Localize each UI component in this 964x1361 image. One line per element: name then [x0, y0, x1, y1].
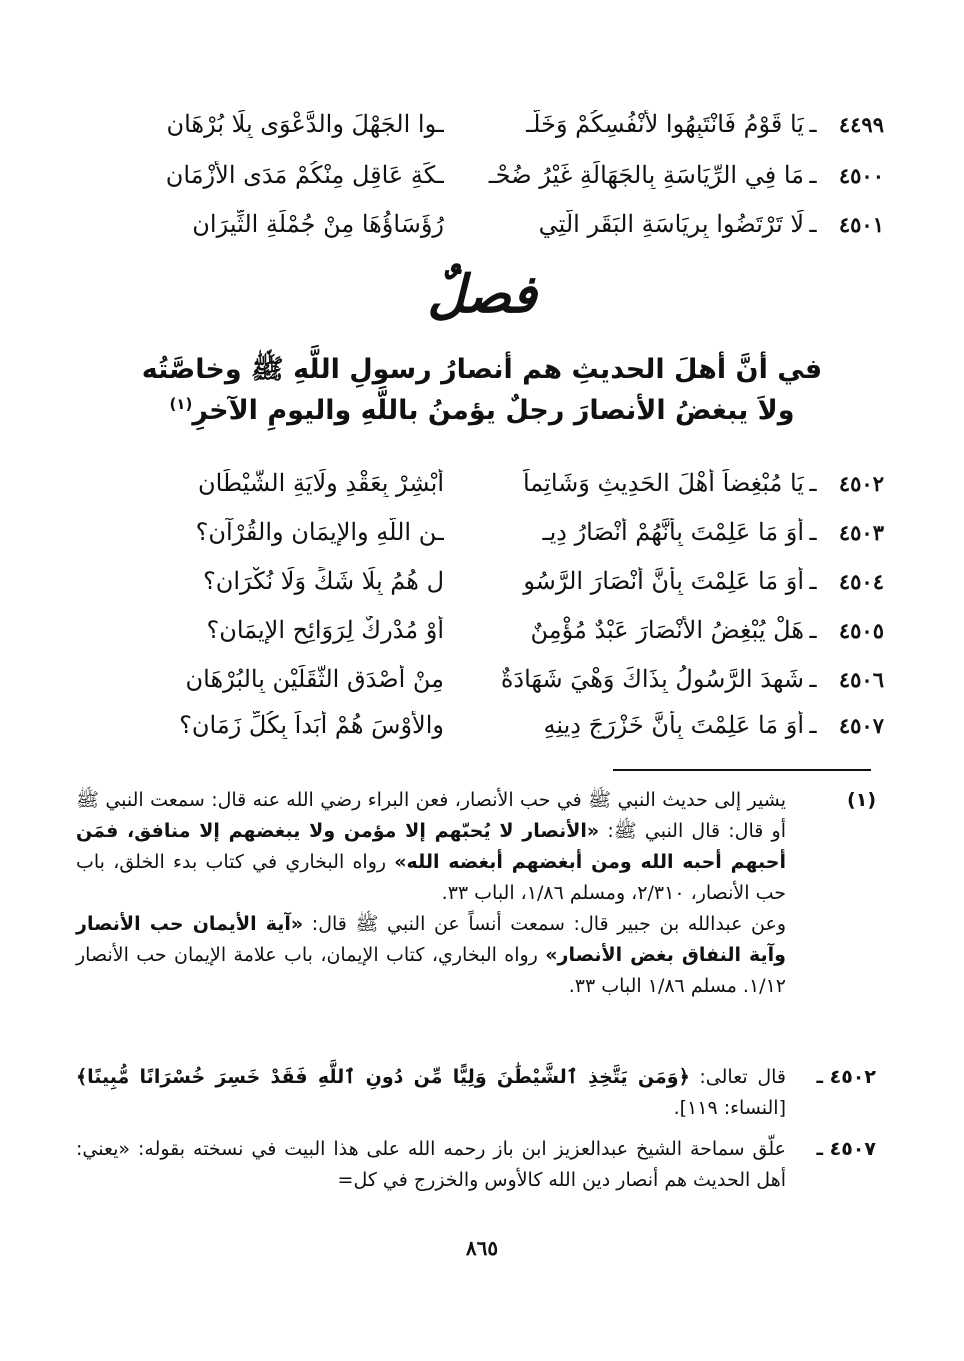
footnote-paragraph [76, 1134, 786, 1196]
verse-dash: ـ [809, 665, 817, 693]
verse-first-hemistich: مَا فِي الرِّيَاسَةِ بِالجَهَالَةِ غَيْرُ ضُحْـ [488, 161, 804, 189]
footnote-text: رواه البخاري في كتاب بدء الخلق، باب حب الأنصار، ٢/٣١٠، ومسلم ١/٨٦، الباب ٣٣. [76, 851, 786, 904]
verse-number: ٤٥٠٤ [838, 568, 884, 594]
verse-second-hemistich: ـكَةِ عَاقِلٍ مِنْكُمْ مَدَى الأَزْمَانِ [165, 161, 444, 189]
verse-dash: ـ [809, 711, 817, 739]
verse-line [78, 153, 884, 197]
footnote-text: وعن عبدالله بن جبير قال: سمعت أنساً عن النبي ﷺ قال: [303, 913, 786, 935]
footnote-text: علّق سماحة الشيخ عبدالعزيز ابن باز رحمه الله على هذا البيت في نسخته بقوله: «يعني: أهل الحديث هم أنصار دين الله كالأوس والخزرج في كل= [76, 1138, 786, 1191]
verse-first-hemistich: يَا قَوْمُ فَانْتَبِهُوا لأَنْفُسِكُمْ وَخَلُّـ [526, 110, 804, 138]
verse-second-hemistich: والأَوْسَ هُمْ أَبَداً بِكُلِّ زَمَانِ؟ [179, 711, 444, 739]
chapter-heading-line-2 [120, 395, 844, 426]
verse-second-hemistich: ـنِ اللَّهِ والإِيمَانِ والقُرْآنِ؟ [195, 518, 444, 546]
footnote-body [76, 1062, 786, 1124]
verse-dash: ـ [809, 110, 817, 138]
verse-second-hemistich: لِ هُمُ بِلَا شَكٍّ وَلَا نُكْرَانِ؟ [202, 567, 444, 595]
verse-number: ٤٤٩٩ [838, 111, 884, 137]
verse-number: ٤٥٠٢ [838, 470, 884, 496]
footnote-1 [76, 785, 876, 1002]
footnote-marker: (١) [169, 395, 193, 413]
chapter-heading-line-1: في أنَّ أهلَ الحديثِ هم أنصارُ رسولِ اللَّهِ ﷺ وخاصَّتُه [141, 354, 823, 385]
verse-dash: ـ [809, 567, 817, 595]
quran-quote: ﴿وَمَن يَتَّخِذِ ٱلشَّيْطَٰنَ وَلِيًّا مِّن دُونِ ٱللَّهِ فَقَدْ خَسِرَ خُسْرَانًا مُّبِينًا﴾ [76, 1066, 690, 1088]
footnote-body [76, 785, 786, 1002]
verse-dash: ـ [809, 210, 817, 238]
verse-first-hemistich: شَهِدَ الرَّسُولُ بِذَاكَ وَهْيَ شَهَادَةٌ [500, 665, 804, 693]
verse-number: ٤٥٠٥ [838, 617, 884, 643]
verse-dash: ـ [809, 518, 817, 546]
footnote-key: ٤٥٠٧ ـ [816, 1138, 876, 1160]
verse-line [78, 703, 884, 747]
verse-line [78, 510, 884, 554]
verse-line [78, 102, 884, 146]
verse-second-hemistich: رُؤَسَاؤُهَا مِنْ جُمْلَةِ الثِّيرَانِ [192, 210, 444, 238]
footnote-paragraph [76, 1062, 786, 1124]
verse-dash: ـ [809, 469, 817, 497]
footnote-separator [613, 769, 871, 771]
verse-first-hemistich: يَا مُبْغِضاً أَهْلَ الحَدِيثِ وَشَاتِماً [522, 469, 804, 497]
verse-second-hemistich: أَبْشِرْ بِعَقْدِ وِلَايَةِ الشَّيْطَانِ [198, 469, 444, 497]
footnote-paragraph [76, 785, 786, 909]
page-number: ٨٦٥ [465, 1236, 499, 1260]
footnote-text: رواه البخاري، كتاب الإيمان، باب علامة الإيمان حب الأنصار ١/١٢. مسلم ١/٨٦ الباب ٣٣. [76, 944, 786, 997]
verse-first-hemistich: أَوَ مَا عَلِمْتَ بِأَنَّ خَزْرَجَ دِينِهِ [543, 711, 804, 739]
footnote-key: (١) [847, 789, 876, 811]
verse-second-hemistich: مِنْ أَصْدَقِ الثَّقَلَيْنِ بِالبُرْهَانِ [185, 665, 444, 693]
verse-number: ٤٥٠٧ [838, 712, 884, 738]
verse-number: ٤٥٠١ [838, 211, 884, 237]
footnote-text: يشير إلى حديث النبي ﷺ في حب الأنصار، فعن البراء رضي الله عنه قال: سمعت النبي ﷺ أو قال: قال النبي ﷺ: [76, 789, 786, 842]
verse-dash: ـ [809, 616, 817, 644]
footnote-4502 [76, 1062, 876, 1124]
hadith-quote: «الأنصار لا يُحبّهم إلا مؤمن ولا يبغضهم إلا منافق، فمَن أحبهم أحبه الله ومن أبغضهم أبغضه الله» [76, 820, 786, 873]
footnote-paragraph [76, 909, 786, 1002]
verse-first-hemistich: هَلْ يُبْغِضُ الأَنْصَارَ عَبْدٌ مُؤْمِنٌ [530, 616, 804, 644]
verse-second-hemistich: أَوْ مُدْرِكٌ لِرَوَائِحِ الإِيمَانِ؟ [206, 616, 444, 644]
verse-line [78, 559, 884, 603]
verse-dash: ـ [809, 161, 817, 189]
verse-line [78, 461, 884, 505]
verse-number: ٤٥٠٦ [838, 666, 884, 692]
verse-number: ٤٥٠٣ [838, 519, 884, 545]
chapter-heading-text: ولاَ يبغضُ الأنصارَ رجلٌ يؤمنُ باللَّهِ واليومِ الآخرِ [192, 395, 795, 426]
footnote-key: ٤٥٠٢ ـ [816, 1066, 876, 1088]
hadith-quote: «آية الأيمان حب الأنصار وآية النفاق بغض الأنصار» [76, 913, 786, 966]
footnote-text: قال تعالى: [689, 1066, 786, 1088]
verse-line [78, 202, 884, 246]
verse-number: ٤٥٠٠ [838, 162, 884, 188]
footnote-4507 [76, 1134, 876, 1196]
verse-first-hemistich: لَا تَرْتَضُوا بِرِيَاسَةِ البَقَرِ الَّتِي [538, 210, 804, 238]
verse-line [78, 608, 884, 652]
footnote-text: [النساء: ١١٩]. [673, 1097, 786, 1119]
verse-first-hemistich: أَوَ مَا عَلِمْتَ بِأَنَّهُمْ أَنْصَارُ دِيـ [542, 518, 804, 546]
verse-line [78, 657, 884, 701]
section-title: فصلٌ [427, 264, 537, 325]
verse-first-hemistich: أَوَ مَا عَلِمْتَ بِأَنَّ أَنْصَارَ الرَّسُو [523, 567, 804, 595]
verse-second-hemistich: ـوا الجَهْلَ والدَّعْوَى بِلَا بُرْهَانِ [166, 110, 444, 138]
footnote-body [76, 1134, 786, 1196]
